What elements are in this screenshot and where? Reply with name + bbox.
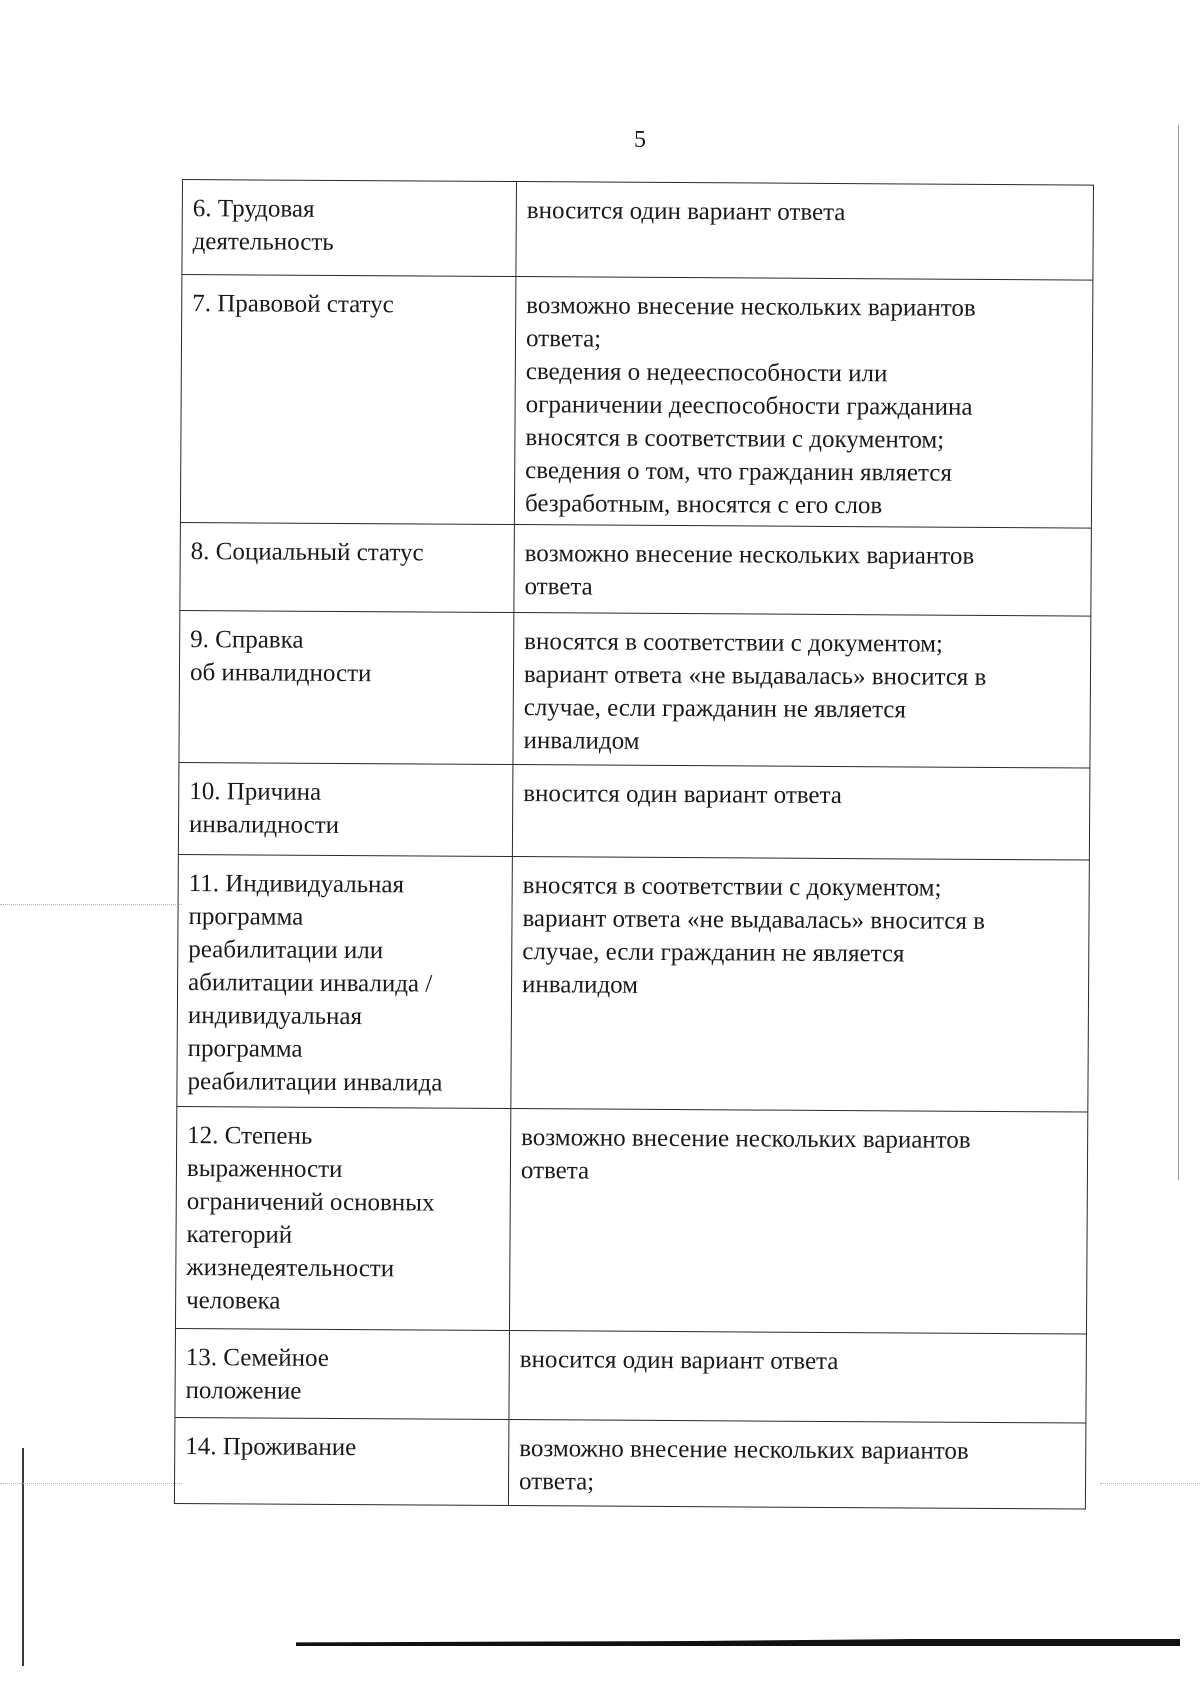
field-instruction-line: вносится один вариант ответа <box>519 1346 839 1376</box>
field-name-cell <box>175 1328 510 1419</box>
field-name-line: программа <box>188 903 304 931</box>
field-instruction-cell <box>509 1331 1087 1424</box>
field-instruction-cell <box>514 525 1092 617</box>
table-row <box>175 1106 1087 1334</box>
field-instruction-line: ограничении дееспособности гражданина <box>525 391 973 421</box>
field-instruction-line: инвалидом <box>523 727 640 755</box>
scan-bar-bottom <box>296 1637 1180 1646</box>
scan-edge-right <box>1178 125 1179 1180</box>
field-name-cell <box>175 1106 510 1330</box>
field-name-line: 11. Индивидуальная <box>188 870 405 899</box>
field-name-line: реабилитации инвалида <box>187 1068 443 1097</box>
field-instruction-line: ответа <box>520 1157 590 1185</box>
field-name-line: индивидуальная <box>187 1002 363 1031</box>
field-name-line: 6. Трудовая <box>192 195 315 223</box>
field-instruction-line: возможно внесение нескольких вариантов <box>521 1124 971 1154</box>
field-instruction-cell <box>509 1109 1087 1335</box>
field-instruction-line: возможно внесение нескольких вариантов <box>519 1435 969 1465</box>
table-row <box>178 762 1090 860</box>
field-instruction-line: вносятся в соответствии с документом; <box>525 424 945 454</box>
field-name-line: об инвалидности <box>189 659 372 688</box>
field-name-line: 12. Степень <box>187 1122 313 1150</box>
table-row <box>174 1417 1086 1509</box>
table-row <box>182 180 1094 281</box>
field-instruction-cell <box>513 613 1091 769</box>
scan-dotted-line <box>1100 1483 1200 1484</box>
field-instruction-cell <box>511 857 1090 1113</box>
field-instruction-line: вариант ответа «не выдавалась» вносится в <box>522 905 986 935</box>
field-name-line: 14. Проживание <box>185 1433 357 1462</box>
field-name-line: человека <box>186 1287 281 1315</box>
field-name-line: абилитации инвалида / <box>188 969 433 998</box>
field-instruction-line: случае, если гражданин не является <box>523 694 907 724</box>
field-instruction-line: вносится один вариант ответа <box>523 780 842 810</box>
field-name-line: программа <box>187 1035 303 1063</box>
field-name-line: положение <box>185 1377 302 1405</box>
field-name-cell <box>180 522 515 612</box>
table-row <box>175 1328 1087 1423</box>
field-instruction-line: безработным, вносятся с его слов <box>524 490 883 520</box>
field-instruction-line: сведения о недееспособности или <box>525 358 888 388</box>
field-name-cell <box>178 762 513 856</box>
field-name-line: 10. Причина <box>189 778 322 806</box>
page-number: 5 <box>634 127 646 153</box>
field-instruction-cell <box>508 1420 1086 1510</box>
field-name-line: 7. Правовой статус <box>192 290 394 319</box>
table-row <box>179 610 1091 768</box>
field-instruction-line: ответа <box>524 573 593 601</box>
field-name-cell <box>179 610 514 764</box>
table-row <box>180 522 1092 616</box>
scan-dotted-line <box>0 1483 182 1484</box>
field-name-line: реабилитации или <box>188 936 384 965</box>
field-instruction-line: вносятся в соответствии с документом; <box>524 628 944 658</box>
field-name-line: выраженности <box>186 1155 343 1183</box>
field-instruction-line: инвалидом <box>522 971 639 999</box>
field-instruction-line: вносится один вариант ответа <box>526 197 846 227</box>
field-name-line: 13. Семейное <box>185 1344 330 1372</box>
field-name-cell <box>180 275 516 525</box>
field-instruction-cell <box>516 182 1094 281</box>
field-name-line: жизнедеятельности <box>186 1254 395 1283</box>
field-instruction-line: случае, если гражданин не является <box>522 938 905 968</box>
field-name-cell <box>174 1417 509 1505</box>
field-name-line: ограничений основных <box>186 1188 435 1217</box>
field-instruction-line: возможно внесение нескольких вариантов <box>524 540 975 570</box>
table-row <box>177 854 1090 1112</box>
field-instruction-cell <box>514 277 1093 529</box>
field-instruction-line: ответа; <box>518 1468 595 1496</box>
scan-edge-left <box>22 1448 24 1666</box>
field-name-line: 9. Справка <box>190 626 304 654</box>
field-instruction-cell <box>512 765 1090 861</box>
scan-dotted-line <box>0 904 182 905</box>
field-name-line: категорий <box>186 1221 293 1249</box>
field-name-line: деятельность <box>192 228 334 256</box>
field-instruction-line: ответа; <box>525 325 602 353</box>
field-name-cell <box>182 180 517 277</box>
field-instruction-line: вариант ответа «не выдавалась» вносится в <box>523 661 987 691</box>
field-name-line: инвалидности <box>188 811 340 839</box>
field-instruction-line: возможно внесение нескольких вариантов <box>526 292 976 322</box>
field-name-line: 8. Социальный статус <box>190 538 424 567</box>
field-name-cell <box>177 854 513 1108</box>
field-instructions-table <box>174 179 1094 1510</box>
field-instruction-line: вносятся в соответствии с документом; <box>522 872 942 902</box>
field-instruction-line: сведения о том, что гражданин является <box>525 457 952 487</box>
table-row <box>180 275 1092 529</box>
